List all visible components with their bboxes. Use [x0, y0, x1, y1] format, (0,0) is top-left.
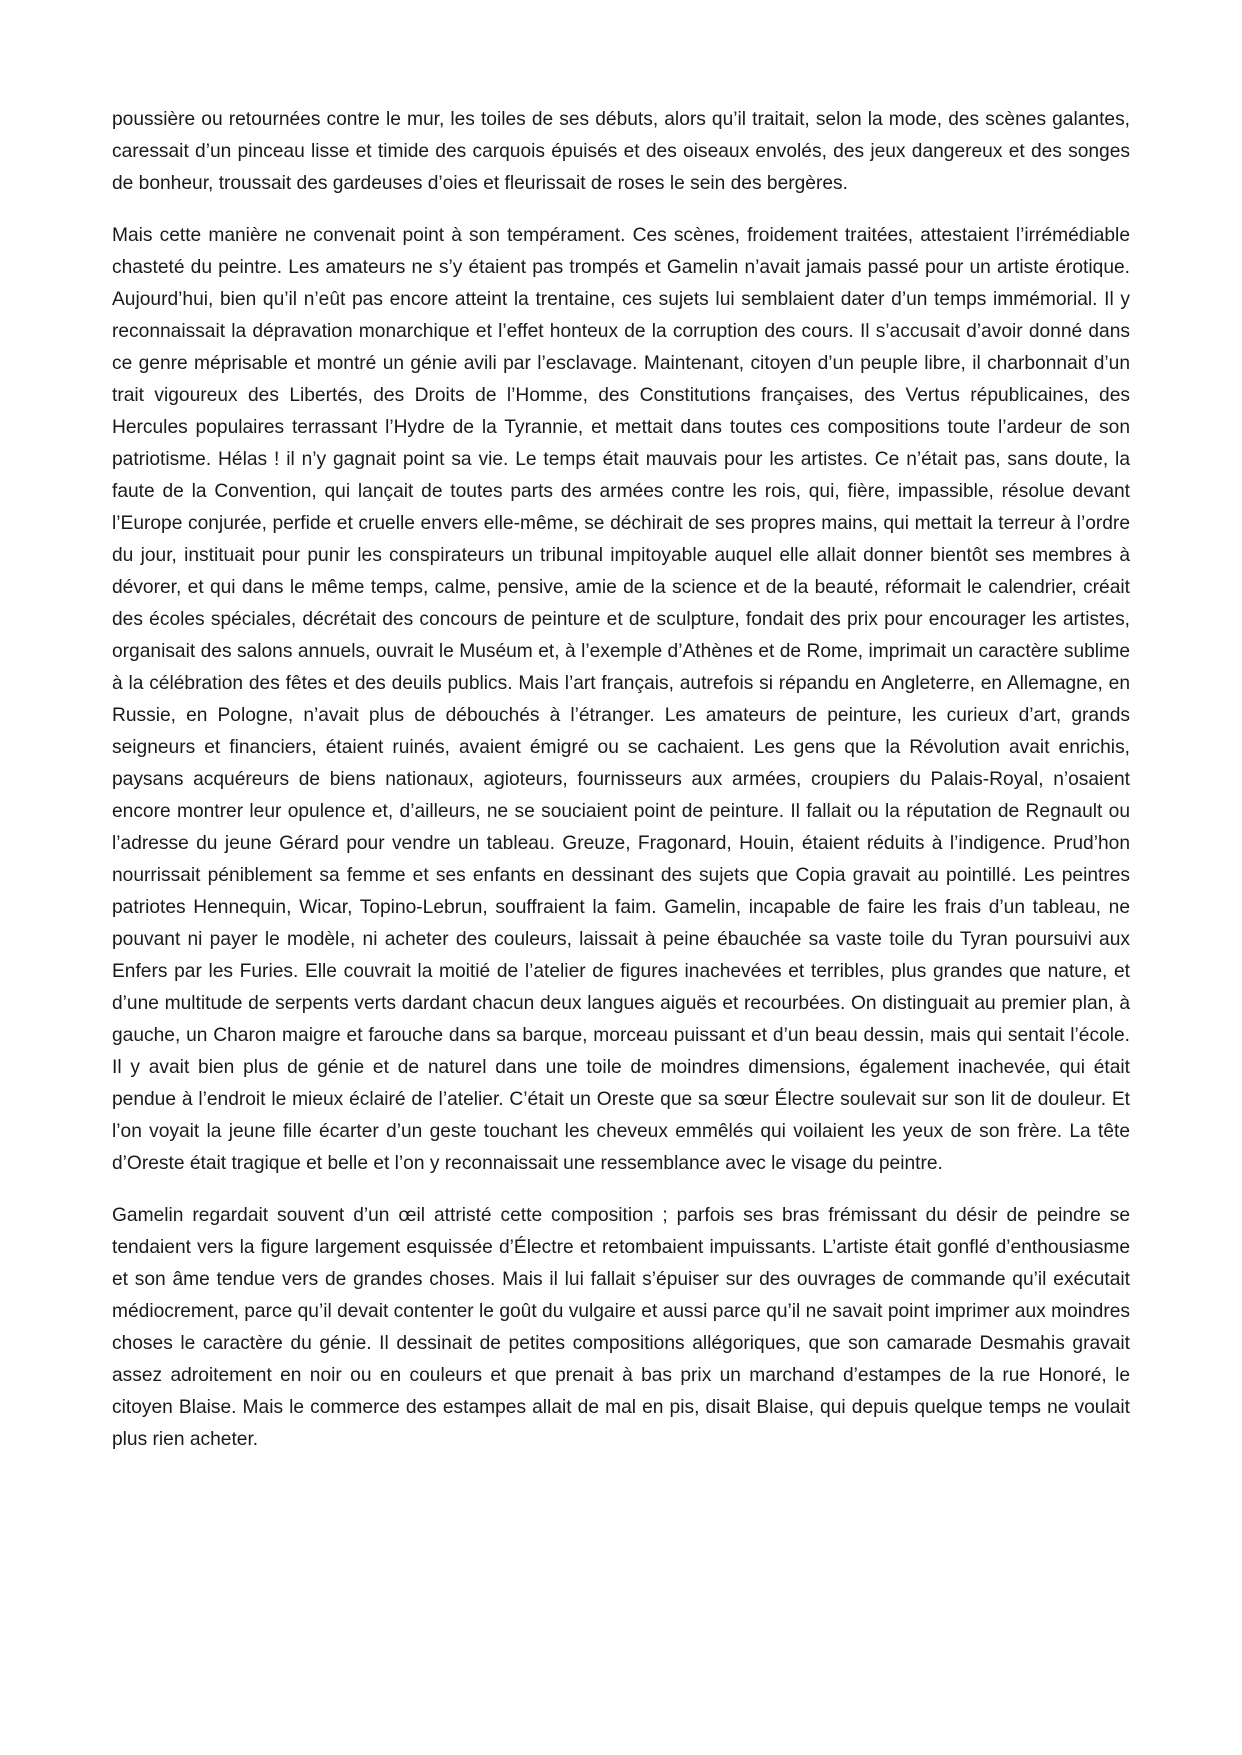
- paragraph-2: Mais cette manière ne convenait point à son tempérament. Ces scènes, froidement traitées, attestaient l’irrémédiable chasteté du peintre. Les amateurs ne s’y étaient pas trompés et Gamelin n’avait jamais passé pour un artiste érotique. Aujourd’hui, bien qu’il n’eût pas encore atteint la trentaine, ces sujets lui semblaient dater d’un temps immémorial. Il y reconnaissait la dépravation monarchique et l’effet honteux de la corruption des cours. Il s’accusait d’avoir donné dans ce genre méprisable et montré un génie avili par l’esclavage. Maintenant, citoyen d’un peuple libre, il charbonnait d’un trait vigoureux des Libertés, des Droits de l’Homme, des Constitutions françaises, des Vertus républicaines, des Hercules populaires terrassant l’Hydre de la Tyrannie, et mettait dans toutes ces compositions toute l’ardeur de son patriotisme. Hélas ! il n’y gagnait point sa vie. Le temps était mauvais pour les artistes. Ce n’était pas, sans doute, la faute de la Convention, qui lançait de toutes parts des armées contre les rois, qui, fière, impassible, résolue devant l’Europe conjurée, perfide et cruelle envers elle-même, se déchirait de ses propres mains, qui mettait la terreur à l’ordre du jour, instituait pour punir les conspirateurs un tribunal impitoyable auquel elle allait donner bientôt ses membres à dévorer, et qui dans le même temps, calme, pensive, amie de la science et de la beauté, réformait le calendrier, créait des écoles spéciales, décrétait des concours de peinture et de sculpture, fondait des prix pour encourager les artistes, organisait des salons annuels, ouvrait le Muséum et, à l’exemple d’Athènes et de Rome, imprimait un caractère sublime à la célébration des fêtes et des deuils publics. Mais l’art français, autrefois si répandu en Angleterre, en Allemagne, en Russie, en Pologne, n’avait plus de débouchés à l’étranger. Les amateurs de peinture, les curieux d’art, grands seigneurs et financiers, étaient ruinés, avaient émigré ou se cachaient. Les gens que la Révolution avait enrichis, paysans acquéreurs de biens nationaux, agioteurs, fournisseurs aux armées, croupiers du Palais-Royal, n’osaient encore montrer leur opulence et, d’ailleurs, ne se souciaient point de peinture. Il fallait ou la réputation de Regnault ou l’adresse du jeune Gérard pour vendre un tableau. Greuze, Fragonard, Houin, étaient réduits à l’indigence. Prud’hon nourrissait péniblement sa femme et ses enfants en dessinant des sujets que Copia gravait au pointillé. Les peintres patriotes Hennequin, Wicar, Topino-Lebrun, souffraient la faim. Gamelin, incapable de faire les frais d’un tableau, ne pouvant ni payer le modèle, ni acheter des couleurs, laissait à peine ébauchée sa vaste toile du Tyran poursuivi aux Enfers par les Furies. Elle couvrait la moitié de l’atelier de figures inachevées et terribles, plus grandes que nature, et d’une multitude de serpents verts dardant chacun deux langues aiguës et recourbées. On distinguait au premier plan, à gauche, un Charon maigre et farouche dans sa barque, morceau puissant et d’un beau dessin, mais qui sentait l’école. Il y avait bien plus de génie et de naturel dans une toile de moindres dimensions, également inachevée, qui était pendue à l’endroit le mieux éclairé de l’atelier. C’était un Oreste que sa sœur Électre soulevait sur son lit de douleur. Et l’on voyait la jeune fille écarter d’un geste touchant les cheveux emmêlés qui voilaient les yeux de son frère. La tête d’Oreste était tragique et belle et l’on y reconnaissait une ressemblance avec le visage du peintre.: [112, 225, 1130, 1174]
- paragraph-3: Gamelin regardait souvent d’un œil attristé cette composition ; parfois ses bras frémissant du désir de peindre se tendaient vers la figure largement esquissée d’Électre et retombaient impuissants. L’artiste était gonflé d’enthousiasme et son âme tendue vers de grandes choses. Mais il lui fallait s’épuiser sur des ouvrages de commande qu’il exécutait médiocrement, parce qu’il devait contenter le goût du vulgaire et aussi parce qu’il ne savait point imprimer aux moindres choses le caractère du génie. Il dessinait de petites compositions allégoriques, que son camarade Desmahis gravait assez adroitement en noir ou en couleurs et que prenait à bas prix un marchand d’estampes de la rue Honoré, le citoyen Blaise. Mais le commerce des estampes allait de mal en pis, disait Blaise, qui depuis quelque temps ne voulait plus rien acheter.: [112, 1205, 1130, 1450]
- paragraph-1: poussière ou retournées contre le mur, les toiles de ses débuts, alors qu’il traitait, selon la mode, des scènes galantes, caressait d’un pinceau lisse et timide des carquois épuisés et des oiseaux envolés, des jeux dangereux et des songes de bonheur, troussait des gardeuses d’oies et fleurissait de roses le sein des bergères.: [112, 109, 1130, 194]
- document-page: [112, 104, 1130, 1476]
